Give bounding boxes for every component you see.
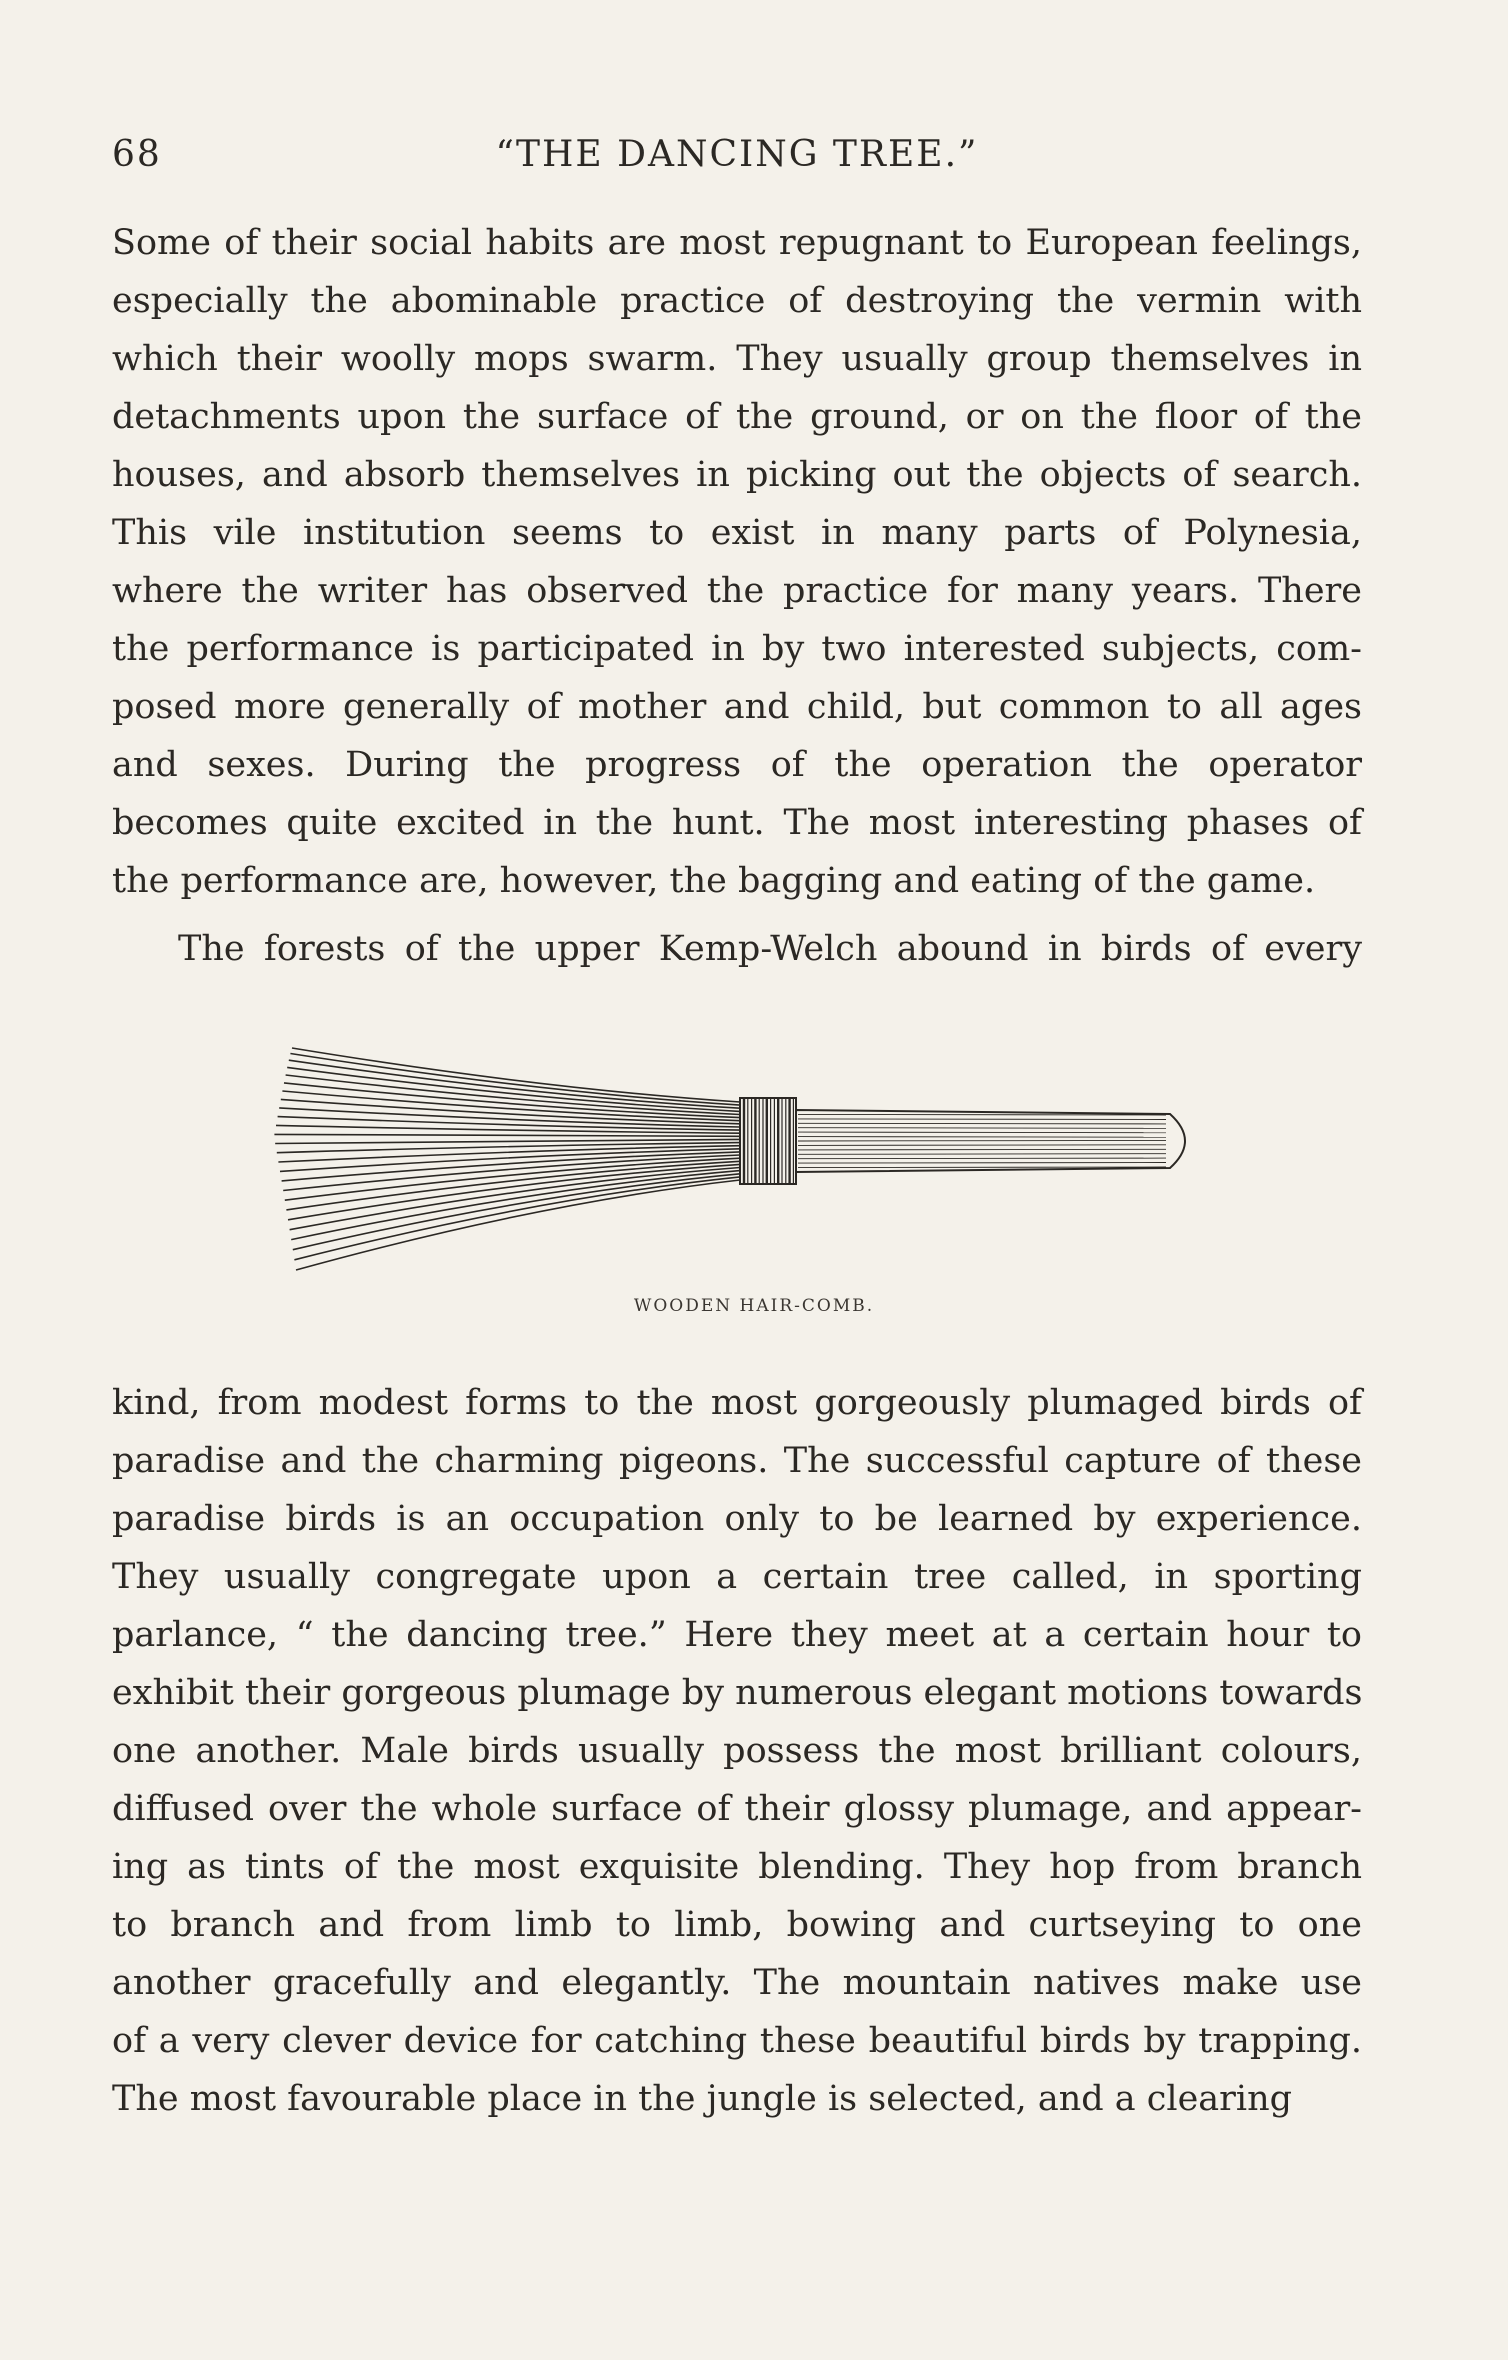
text-line: one another. Male birds usually possess the most brilliant colours,: [112, 1731, 1362, 1771]
text-line: paradise birds is an occupation only to be learned by experience.: [112, 1499, 1362, 1539]
handle-hatching: [798, 1128, 1166, 1129]
handle-hatching: [798, 1154, 1166, 1155]
handle-hatching: [798, 1119, 1166, 1120]
figure-caption: WOODEN HAIR-COMB.: [633, 1296, 875, 1316]
comb-tine: [282, 1091, 740, 1121]
text-line: exhibit their gorgeous plumage by numerous elegant motions towards: [112, 1673, 1363, 1713]
text-line: houses, and absorb themselves in picking out the objects of search.: [112, 455, 1362, 495]
handle-hatching: [798, 1158, 1166, 1159]
text-line: The most favourable place in the jungle is selected, and a clearing: [112, 2079, 1293, 2119]
text-line: The forests of the upper Kemp-Welch abound in birds of every: [178, 929, 1362, 969]
running-head: [112, 134, 1362, 184]
text-line: especially the abominable practice of destroying the vermin with: [112, 281, 1362, 321]
comb-tine: [285, 1158, 740, 1200]
handle-hatching: [798, 1149, 1166, 1150]
comb-binding: [740, 1098, 796, 1184]
handle-hatching: [798, 1137, 1166, 1138]
text-line: the performance are, however, the bagging and eating of the game.: [112, 861, 1316, 901]
text-line: and sexes. During the progress of the operation the operator: [112, 745, 1362, 785]
paragraph-forests: [112, 920, 1362, 978]
paragraph-birds-of-paradise: [112, 1374, 1362, 2128]
handle-hatching: [798, 1145, 1166, 1146]
handle-hatching: [798, 1167, 1166, 1168]
page-number: 68: [112, 134, 162, 175]
wooden-hair-comb-engraving: [262, 1030, 1222, 1280]
handle-hatching: [798, 1132, 1166, 1133]
text-line: This vile institution seems to exist in many parts of Polynesia,: [112, 513, 1362, 553]
text-line: posed more generally of mother and child, but common to all ages: [112, 687, 1362, 727]
handle-hatching: [798, 1163, 1166, 1164]
text-line: parlance, “ the dancing tree.” Here they meet at a certain hour to: [112, 1615, 1362, 1655]
handle-hatching: [798, 1140, 1166, 1141]
text-line: where the writer has observed the practice for many years. There: [112, 571, 1362, 611]
text-line: diffused over the whole surface of their glossy plumage, and appear-: [112, 1789, 1362, 1829]
handle-hatching: [798, 1123, 1166, 1124]
hair-comb-illustration: [262, 1030, 1222, 1280]
text-line: paradise and the charming pigeons. The successful capture of these: [112, 1441, 1362, 1481]
text-line: another gracefully and elegantly. The mountain natives make use: [112, 1963, 1362, 2003]
running-title: “THE DANCING TREE.”: [495, 134, 979, 175]
text-line: to branch and from limb to limb, bowing and curtseying to one: [112, 1905, 1362, 1945]
comb-tine: [274, 1134, 740, 1136]
text-line: of a very clever device for catching these beautiful birds by trapping.: [112, 2021, 1362, 2061]
paragraph-social-habits: [112, 214, 1362, 910]
text-line: Some of their social habits are most repugnant to European feelings,: [112, 223, 1362, 263]
handle-hatching: [798, 1114, 1166, 1115]
text-line: which their woolly mops swarm. They usually group themselves in: [112, 339, 1362, 379]
text-line: becomes quite excited in the hunt. The most interesting phases of: [112, 803, 1362, 843]
text-line: ing as tints of the most exquisite blending. They hop from branch: [112, 1847, 1362, 1887]
text-line: the performance is participated in by two interested subjects, com-: [112, 629, 1362, 669]
text-line: detachments upon the surface of the ground, or on the floor of the: [112, 397, 1362, 437]
text-line: kind, from modest forms to the most gorgeously plumaged birds of: [112, 1383, 1362, 1423]
text-line: They usually congregate upon a certain tree called, in sporting: [112, 1557, 1362, 1597]
comb-tine: [278, 1146, 740, 1162]
